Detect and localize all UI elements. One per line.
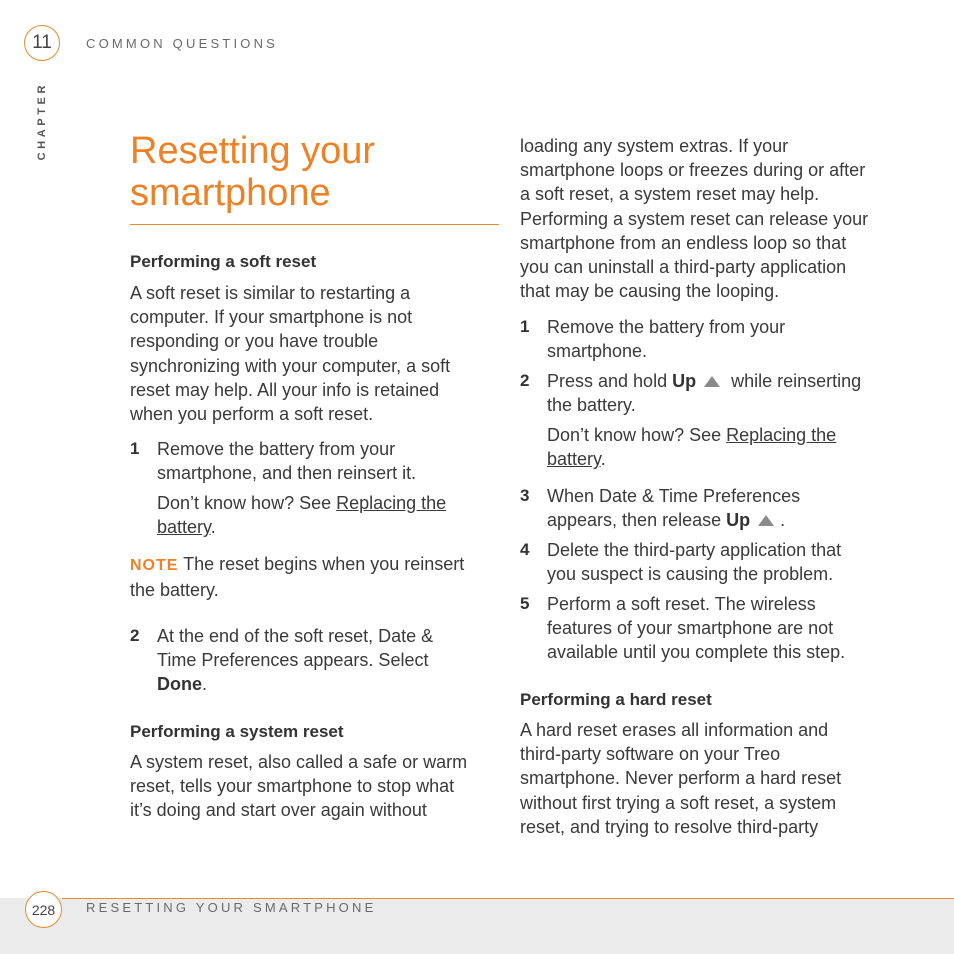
- text-line: A system reset, also called a safe or warm: [130, 752, 468, 772]
- text-line: while reinserting: [726, 371, 862, 391]
- text-line: A soft reset is similar to restarting a: [130, 283, 411, 303]
- up-key-label: Up: [726, 510, 751, 531]
- text-line: When Date & Time Preferences: [547, 486, 801, 506]
- note-label: NOTE: [130, 557, 179, 574]
- page-title: [130, 130, 500, 214]
- hard-reset-heading: Performing a hard reset: [520, 690, 712, 709]
- text-line: loading any system extras. If your: [520, 136, 789, 156]
- text-line: smartphone from an endless loop so that: [520, 232, 847, 253]
- step-number: 1: [520, 317, 530, 336]
- system-reset-step-4: [547, 538, 897, 586]
- text-line: that may be causing the looping.: [520, 281, 780, 302]
- text-line: computer. If your smartphone is not: [130, 307, 413, 328]
- up-arrow-icon: [758, 515, 774, 526]
- replacing-battery-link-cont[interactable]: battery: [157, 517, 211, 538]
- step-number: 5: [520, 594, 530, 613]
- text-line: reset may help. All your info is retained: [130, 379, 440, 400]
- system-reset-step-3: [547, 484, 897, 532]
- text-line: smartphone, and then reinsert it.: [157, 463, 417, 484]
- text-line: it’s doing and start over again without: [130, 800, 427, 821]
- title-divider: [130, 224, 499, 225]
- footer-section-label: RESETTING YOUR SMARTPHONE: [86, 900, 377, 915]
- text-line: features of your smartphone are not: [547, 618, 834, 639]
- up-arrow-icon: [704, 376, 720, 387]
- text-line: reset, and trying to resolve third-party: [520, 816, 819, 837]
- text-line: Delete the third-party application that: [547, 540, 842, 560]
- text-line: smartphone loops or freezes during or after: [520, 160, 866, 181]
- period: .: [210, 517, 216, 538]
- text-line: without first trying a soft reset, a system: [520, 792, 837, 813]
- text-line: you suspect is causing the problem.: [547, 564, 834, 585]
- text-line: Performing a system reset can release your: [520, 208, 869, 229]
- page-number: 228: [31, 901, 56, 918]
- soft-reset-heading: Performing a soft reset: [130, 252, 317, 271]
- period: .: [202, 674, 208, 695]
- step-number: 2: [520, 371, 530, 390]
- soft-reset-step-1: [157, 437, 502, 485]
- text-line: responding or you have trouble: [130, 331, 379, 352]
- step-number: 1: [130, 439, 140, 458]
- system-reset-see-also: [547, 423, 897, 471]
- soft-reset-step-2: [157, 624, 502, 697]
- text-line: A hard reset erases all information and: [520, 720, 829, 740]
- page-title-line-1: Resetting your: [130, 130, 376, 172]
- up-key-label: Up: [672, 371, 697, 391]
- system-reset-step-1: [547, 315, 897, 363]
- note-text-cont: the battery.: [130, 580, 219, 601]
- text-line: appears, then release: [547, 510, 727, 531]
- text-line: you can uninstall a third-party application: [520, 257, 847, 278]
- see-text: Don’t know how? See: [547, 425, 727, 445]
- period: .: [600, 449, 606, 470]
- replacing-battery-link[interactable]: Replacing the: [726, 425, 837, 445]
- note-block: [130, 552, 500, 602]
- text-line: the battery.: [547, 395, 636, 416]
- system-reset-step-2: [547, 369, 897, 417]
- chapter-number-badge: [24, 25, 60, 61]
- text-line: available until you complete this step.: [547, 642, 846, 663]
- period: .: [780, 510, 786, 531]
- text-line: At the end of the soft reset, Date &: [157, 626, 434, 646]
- see-text: Don’t know how? See: [157, 493, 337, 513]
- soft-reset-see-also: [157, 491, 502, 539]
- replacing-battery-link[interactable]: Replacing the: [336, 493, 447, 513]
- chapter-vertical-label: CHAPTER: [36, 82, 48, 161]
- hard-reset-intro: [520, 718, 900, 839]
- chapter-number: 11: [32, 32, 52, 53]
- text-line: third-party software on your Treo: [520, 744, 781, 765]
- step-number: 2: [130, 626, 140, 645]
- text-line: smartphone.: [547, 341, 648, 362]
- text-line: Press and hold: [547, 371, 673, 391]
- system-reset-heading: Performing a system reset: [130, 722, 344, 741]
- text-line: Remove the battery from your: [547, 317, 786, 337]
- system-reset-intro-cont: [520, 134, 900, 303]
- step-number: 3: [520, 486, 530, 505]
- page-number-badge: [25, 891, 62, 928]
- text-line: Remove the battery from your: [157, 439, 396, 459]
- page-title-line-2: smartphone: [130, 172, 331, 214]
- text-line: reset, tells your smartphone to stop what: [130, 776, 455, 797]
- system-reset-intro: [130, 750, 500, 823]
- system-reset-step-5: [547, 592, 897, 665]
- text-line: synchronizing with your computer, a soft: [130, 355, 451, 376]
- chapter-title-header: COMMON QUESTIONS: [86, 36, 279, 51]
- text-line: when you perform a soft reset.: [130, 404, 374, 425]
- note-text: The reset begins when you reinsert: [178, 554, 465, 574]
- text-line: smartphone. Never perform a hard reset: [520, 768, 842, 789]
- text-line: Time Preferences appears. Select: [157, 650, 429, 671]
- text-line: a soft reset, a system reset may help.: [520, 184, 820, 205]
- footer-divider: [62, 898, 954, 899]
- soft-reset-intro: [130, 281, 500, 426]
- text-line: Perform a soft reset. The wireless: [547, 594, 816, 614]
- step-number: 4: [520, 540, 530, 559]
- replacing-battery-link-cont[interactable]: battery: [547, 449, 601, 470]
- done-label: Done: [157, 674, 202, 695]
